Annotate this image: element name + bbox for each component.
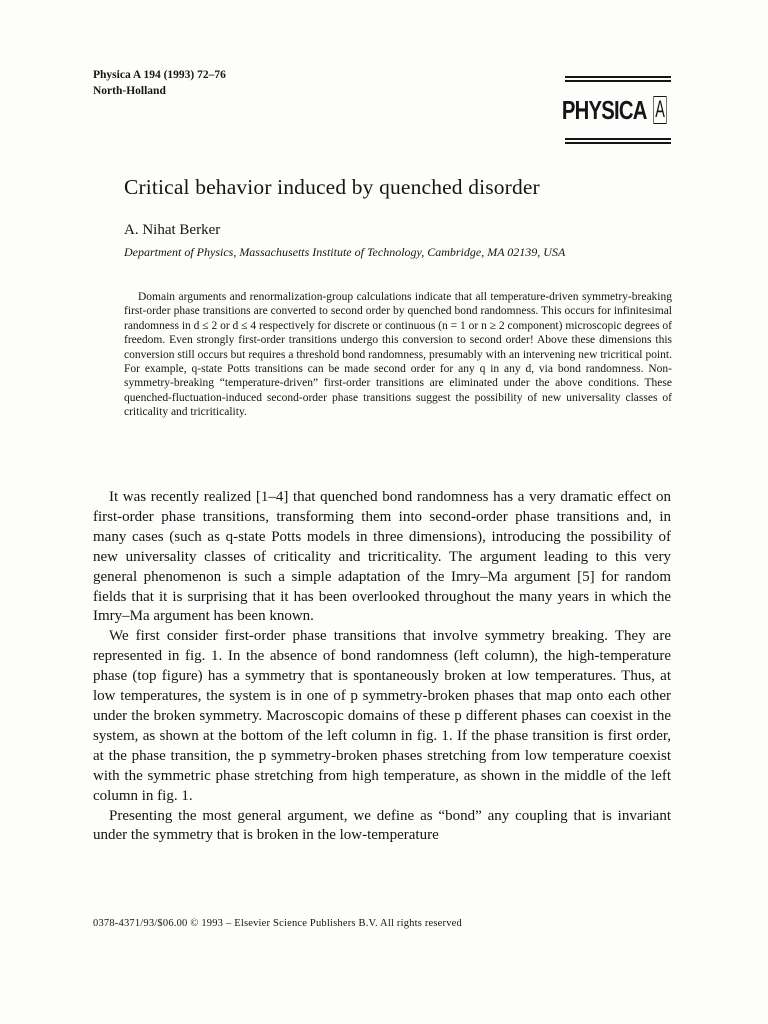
abstract — [124, 290, 672, 420]
article-body — [93, 488, 671, 846]
author-affiliation: Department of Physics, Massachusetts Institute of Technology, Cambridge, MA 02139, USA — [124, 245, 566, 259]
body-paragraph-3: Presenting the most general argument, we define as “bond” any coupling that is invariant under the symmetry that is broken in the low-temperature — [93, 807, 671, 844]
logo-row — [562, 92, 671, 128]
logo-rule-top-2 — [565, 80, 671, 82]
logo-rule-bottom-2 — [565, 142, 671, 144]
article-author: A. Nihat Berker — [124, 222, 221, 238]
logo-rule-top — [565, 76, 671, 78]
article-title: Critical behavior induced by quenched disorder — [124, 175, 540, 199]
logo-word: PHYSICA — [562, 95, 647, 125]
copyright-footer: 0378-4371/93/$06.00 © 1993 – Elsevier Science Publishers B.V. All rights reserved — [93, 918, 462, 929]
body-paragraph-1: It was recently realized [1–4] that quenched bond randomness has a very dramatic effect on first-order phase transitions, transforming them into second-order phase transitions and, in many cases (such as q-state Potts models in three dimensions), introducing the possibility of new universality classes of criticality and tricriticality. The argument leading to this very general phenomenon is such a simple adaptation of the Imry–Ma argument [5] for random fields that it is surprising that it has been overlooked throughout the many years in which the Imry–Ma argument has been known. — [93, 489, 671, 625]
journal-citation: Physica A 194 (1993) 72–76 — [93, 69, 226, 81]
logo-rule-bottom — [565, 138, 671, 140]
journal-info — [93, 67, 226, 99]
body-paragraph-2: We first consider first-order phase transitions that involve symmetry breaking. They are represented in fig. 1. In the absence of bond randomness (left column), the high-temperature phase (top figure) has a symmetry that is spontaneously broken at low temperatures. Thus, at low temperatures, the system is in one of p symmetry-broken phases that map onto each other under the broken symmetry. Macroscopic domains of these p different phases can coexist in the system, as shown at the bottom of the left column in fig. 1. If the phase transition is first order, at the phase transition, the p symmetry-broken phases stretching from low temperature coexist with the symmetric phase stretching from high temperature, as shown in the middle of the left column in fig. 1. — [93, 628, 671, 804]
journal-logo — [562, 76, 671, 146]
journal-publisher: North-Holland — [93, 85, 166, 97]
abstract-text: Domain arguments and renormalization-group calculations indicate that all temperature-driven symmetry-breaking first-order phase transitions are converted to second order by quenched bond randomness. This occurs for infinitesimal randomness in d ≤ 2 or d ≤ 4 respectively for discrete or continuous (n = 1 or n ≥ 2 component) microscopic degrees of freedom. Even strongly first-order transitions undergo this conversion to second order! Above these dimensions this conversion still occurs but requires a threshold bond randomness, presumably with an intervening new tricritical point. For example, q-state Potts transitions can be made second order for any q in any d, via bond randomness. Non-symmetry-breaking “temperature-driven” first-order transitions are eliminated under the above conditions. These quenched-fluctuation-induced second-order phase transitions suggest the possibility of new universality classes of criticality and tricriticality. — [124, 291, 672, 419]
logo-letter: A — [655, 96, 665, 123]
